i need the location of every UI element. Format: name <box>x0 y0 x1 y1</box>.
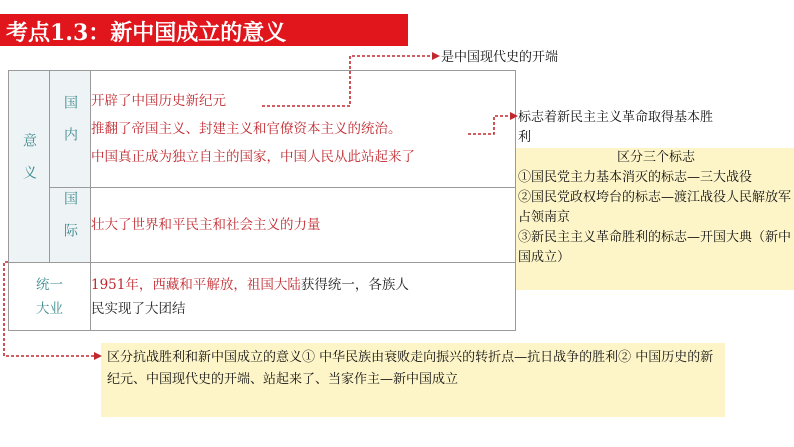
meaning-label: 意义 <box>21 132 37 197</box>
domestic-line: 推翻了帝国主义、封建主义和官僚资本主义的统治。 <box>91 121 402 137</box>
three-signs-item: ①国民党主力基本消灭的标志—三大战役 <box>518 170 753 185</box>
arrowhead-right <box>510 112 518 120</box>
intl-line: 壮大了世界和平民主和社会主义的力量 <box>91 217 321 233</box>
note-modern-history-start: 是中国现代史的开端 <box>441 50 559 65</box>
unify-label-2: 大业 <box>36 300 63 317</box>
arrow-to-top-note <box>262 56 432 106</box>
arrow-to-right-note <box>468 116 512 134</box>
three-signs-header: 区分三个标志 <box>616 150 695 165</box>
right-note-line: 利 <box>518 130 532 145</box>
page-title: 考点1.3：新中国成立的意义 <box>6 20 287 46</box>
domestic-line: 开辟了中国历史新纪元 <box>91 93 226 109</box>
unify-black-text: 获得统一，各族人 <box>300 276 409 293</box>
domestic-label: 国内 <box>62 95 78 159</box>
domestic-line: 中国真正成为独立自主的国家，中国人民从此站起来了 <box>91 149 415 165</box>
intl-label: 国际 <box>62 191 78 255</box>
three-signs-item: ③新民主主义革命胜利的标志—开国大典（新中国成立） <box>518 230 792 265</box>
arrowhead-bottom <box>94 352 102 360</box>
arrow-to-bottom-note <box>4 262 96 356</box>
bottom-note: 区分抗战胜利和新中国成立的意义① 中华民族由衰败走向振兴的转折点—抗日战争的胜利② 中国历史的新纪元、中国现代史的开端、站起来了、当家作主—新中国成立 <box>101 343 725 417</box>
unify-red-text: 1951年，西藏和平解放，祖国大陆 <box>91 276 301 293</box>
arrowhead-top <box>432 52 440 60</box>
unify-label-1: 统一 <box>36 276 63 293</box>
right-note-line: 标志着新民主主义革命取得基本胜 <box>518 110 714 125</box>
unify-black-text-2: 民实现了大团结 <box>91 300 186 317</box>
three-signs-item: ②国民党政权垮台的标志—渡江战役人民解放军占领南京 <box>518 190 792 225</box>
